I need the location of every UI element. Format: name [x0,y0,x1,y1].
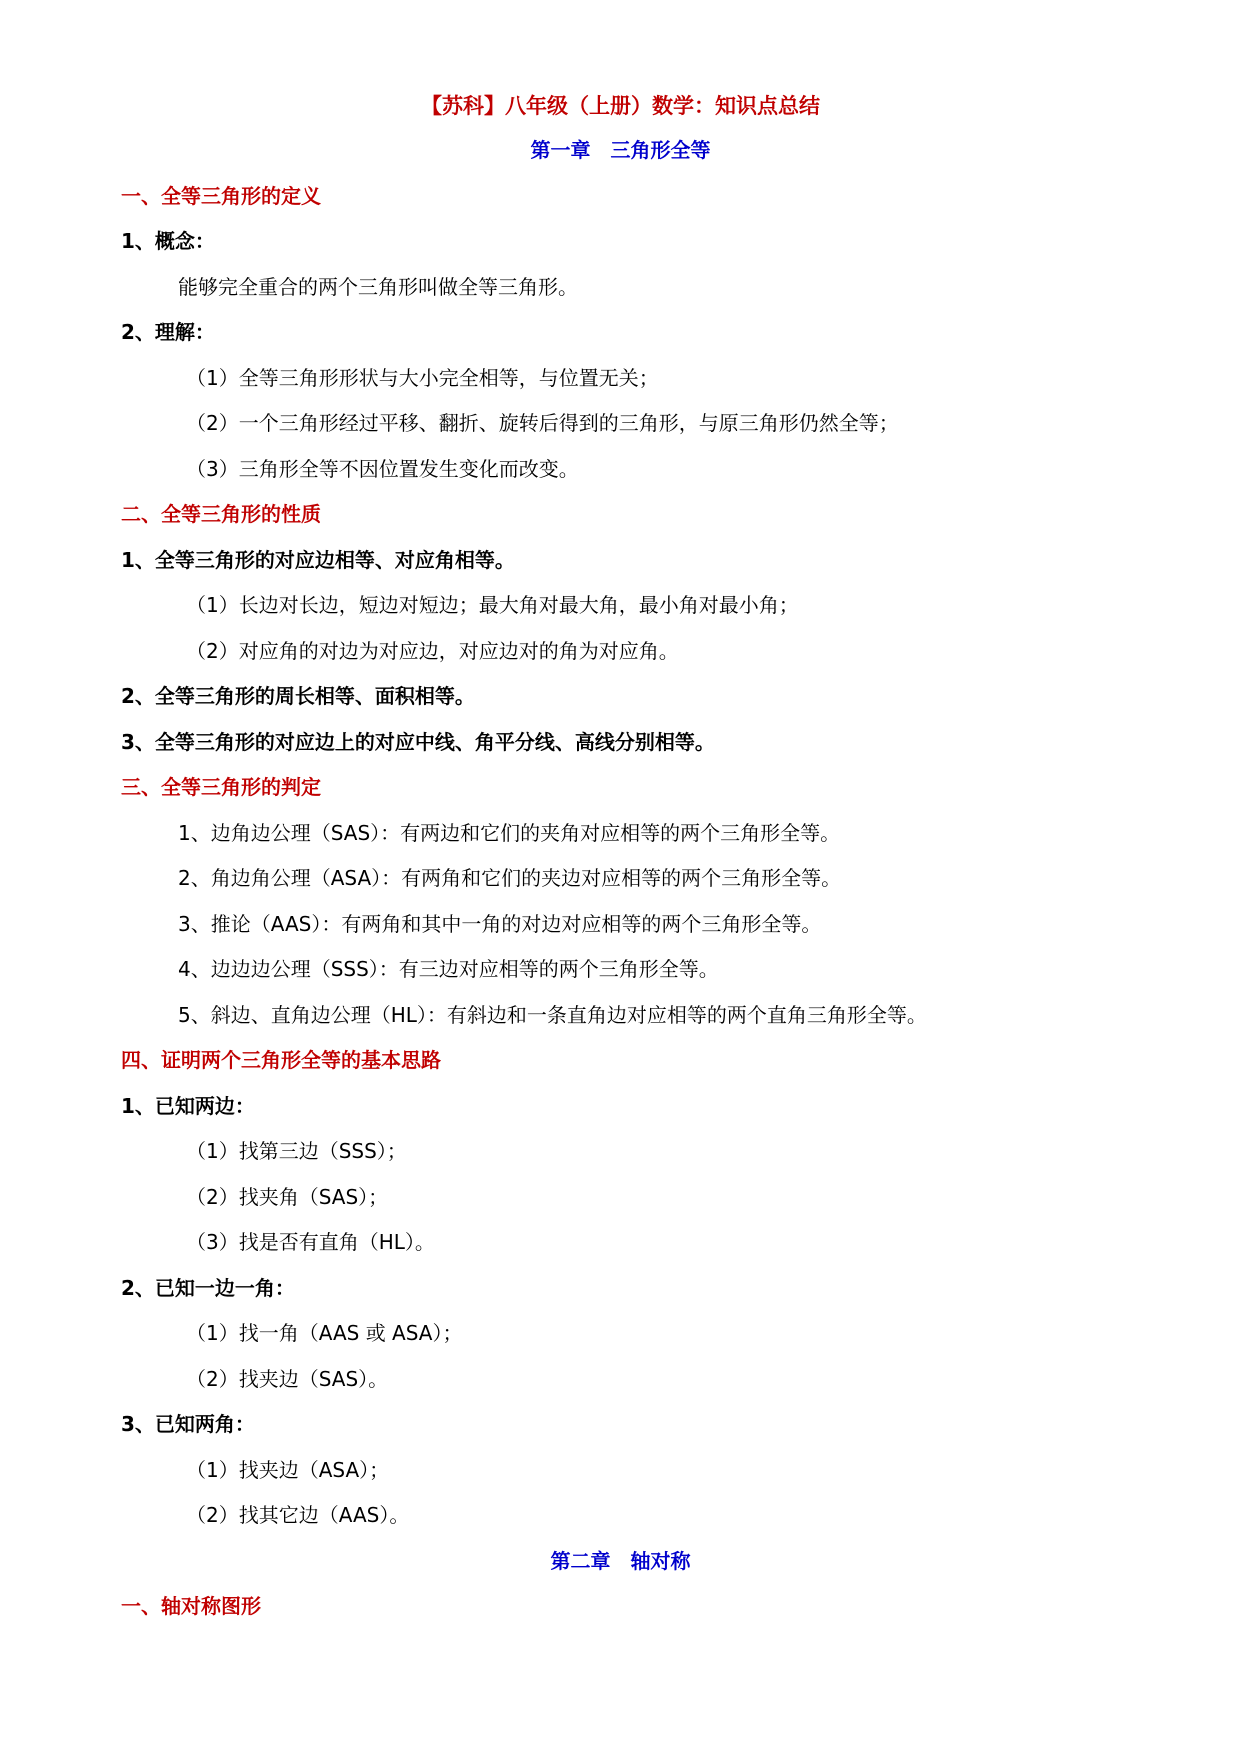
approach-item: （2）找其它边（AAS）。 [186,1503,410,1527]
approach-item: （3）找是否有直角（HL）。 [186,1230,435,1254]
property-1-item: （2）对应角的对边为对应边，对应边对的角为对应角。 [186,639,679,663]
approach-item: （2）找夹边（SAS）。 [186,1367,389,1391]
criterion-item: 1、边角边公理（SAS）：有两边和它们的夹角对应相等的两个三角形全等。 [178,821,841,845]
understanding-item: （2）一个三角形经过平移、翻折、旋转后得到的三角形，与原三角形仍然全等； [186,411,899,435]
section-3-heading: 三、全等三角形的判定 [121,775,321,799]
approach-item: （1）找一角（AAS 或 ASA）； [186,1321,463,1345]
property-1-item: （1）长边对长边，短边对短边；最大角对最大角，最小角对最小角； [186,593,799,617]
property-3: 3、全等三角形的对应边上的对应中线、角平分线、高线分别相等。 [121,730,715,754]
document-title: 【苏科】八年级（上册）数学：知识点总结 [421,94,820,118]
subheading-understanding: 2、理解： [121,320,215,344]
section-2-heading: 二、全等三角形的性质 [121,502,321,526]
section-1-heading: 一、全等三角形的定义 [121,184,321,208]
criterion-item: 5、斜边、直角边公理（HL）：有斜边和一条直角边对应相等的两个直角三角形全等。 [178,1003,927,1027]
chapter-1-heading: 第一章 三角形全等 [530,138,711,162]
chapter-2-section-1-heading: 一、轴对称图形 [121,1594,261,1618]
subheading-concept: 1、概念： [121,229,215,253]
approach-item: （1）找夹边（ASA）； [186,1458,390,1482]
section-4-heading: 四、证明两个三角形全等的基本思路 [121,1048,441,1072]
property-2: 2、全等三角形的周长相等、面积相等。 [121,684,475,708]
criterion-item: 2、角边角公理（ASA）：有两角和它们的夹边对应相等的两个三角形全等。 [178,866,842,890]
criterion-item: 4、边边边公理（SSS）：有三边对应相等的两个三角形全等。 [178,957,719,981]
understanding-item: （3）三角形全等不因位置发生变化而改变。 [186,457,579,481]
known-two-angles: 3、已知两角： [121,1412,255,1436]
criterion-item: 3、推论（AAS）：有两角和其中一角的对边对应相等的两个三角形全等。 [178,912,822,936]
concept-text: 能够完全重合的两个三角形叫做全等三角形。 [178,275,578,299]
property-1: 1、全等三角形的对应边相等、对应角相等。 [121,548,515,572]
approach-item: （2）找夹角（SAS）； [186,1185,389,1209]
chapter-2-heading: 第二章 轴对称 [550,1549,691,1573]
approach-item: （1）找第三边（SSS）； [186,1139,407,1163]
known-side-angle: 2、已知一边一角： [121,1276,295,1300]
understanding-item: （1）全等三角形形状与大小完全相等，与位置无关； [186,366,659,390]
known-two-sides: 1、已知两边： [121,1094,255,1118]
